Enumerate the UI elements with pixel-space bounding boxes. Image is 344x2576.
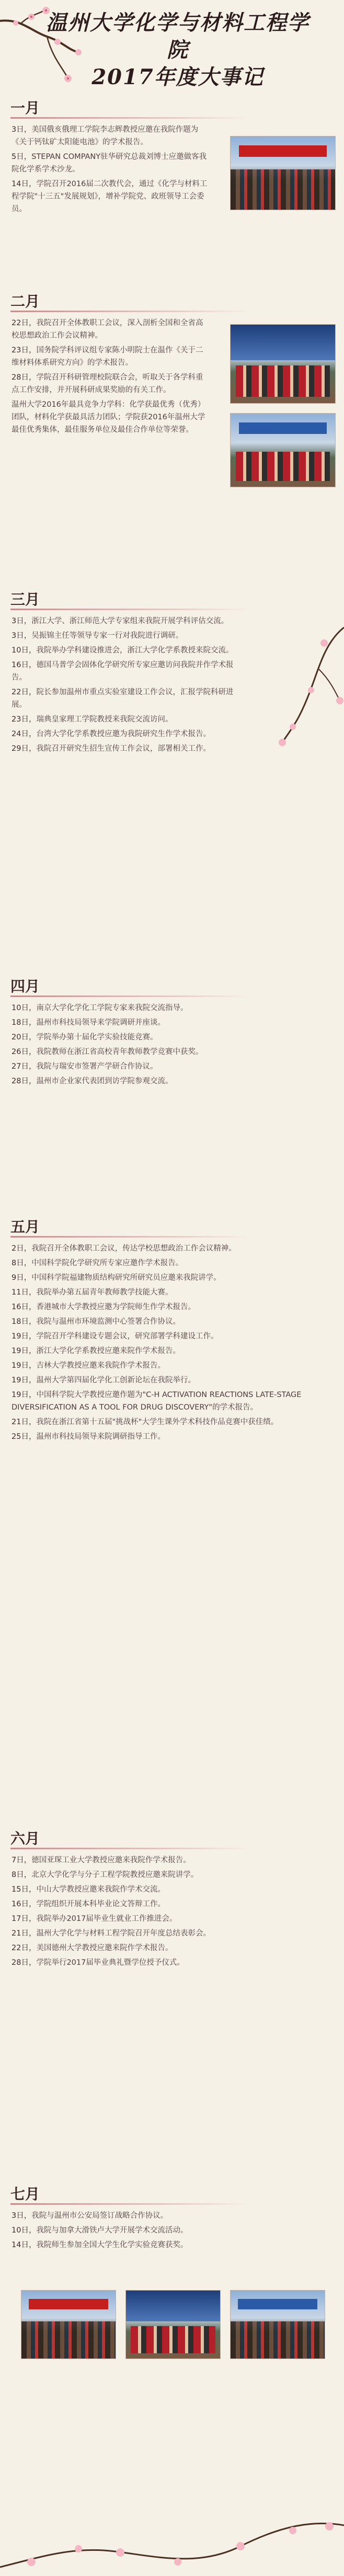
entry-text: 学院召开学科建设专题会议，研究部署学科建设工作。 <box>36 1332 219 1341</box>
entry-date: 9日， <box>12 1274 32 1282</box>
list-item <box>12 1330 319 1343</box>
month-divider <box>10 609 251 610</box>
entry-date: 27日， <box>12 1062 37 1071</box>
list-item <box>12 728 246 740</box>
list-item <box>12 1257 319 1269</box>
photo-crowd <box>231 2321 325 2359</box>
entry-text: 香港城市大学教授应邀为学院师生作学术报告。 <box>36 1303 196 1311</box>
photo-banner <box>239 145 327 157</box>
month-heading: 二月 <box>10 293 40 310</box>
entry-text: 我院举办学科建设推进会，浙江大学化学系教授来院交流。 <box>36 646 234 655</box>
photo-banner <box>29 2299 108 2310</box>
month-heading: 四月 <box>10 978 40 995</box>
entry-text: 美国德州大学教授应邀来院作学术报告。 <box>36 1944 173 1952</box>
month-heading: 六月 <box>10 1830 40 1847</box>
page-title <box>42 9 314 91</box>
entry-date: 22日， <box>12 1944 37 1952</box>
event-photo <box>230 324 336 404</box>
entry-date: 3日， <box>12 617 32 625</box>
entry-list <box>0 317 209 436</box>
list-item <box>12 659 246 684</box>
entry-date: 21日， <box>12 1929 37 1938</box>
photo-crowd <box>231 169 335 210</box>
entry-date: 19日， <box>12 1332 37 1341</box>
entry-date: 7日， <box>12 1856 32 1864</box>
entry-text: 学院举行2017届毕业典礼暨学位授予仪式。 <box>36 1959 185 1967</box>
month-section-july <box>0 2185 344 2253</box>
entry-date: 25日， <box>12 1433 37 1441</box>
month-section-june <box>0 1830 344 1971</box>
entry-date: 8日， <box>12 1871 32 1879</box>
entry-text: 吉林大学教授应邀来我院作学术报告。 <box>36 1361 165 1370</box>
list-item <box>12 1869 319 1881</box>
entry-text: STEPAN COMPANY驻华研究总裁刘博士应邀做客我院化学系学术沙龙。 <box>12 153 207 174</box>
entry-date: 21日， <box>12 1418 37 1426</box>
entry-list <box>0 2209 319 2251</box>
month-section-may <box>0 1218 344 1445</box>
entry-list <box>0 615 246 755</box>
month-divider <box>10 995 251 997</box>
entry-date: 15日， <box>12 1885 37 1894</box>
entry-text: 吴振锦主任等领导专家一行对我院进行调研。 <box>31 632 184 640</box>
plum-blossom-footer-decoration <box>0 2489 344 2576</box>
plum-branch-decoration <box>261 622 344 748</box>
list-item <box>12 2239 319 2251</box>
event-photo <box>230 2290 325 2359</box>
entry-text: 浙江大学化学系教授应邀来院作学术报告。 <box>36 1347 180 1355</box>
entry-list <box>0 1854 319 1969</box>
entry-date: 20日， <box>12 1033 37 1041</box>
list-item <box>12 1389 319 1414</box>
entry-date: 3日， <box>12 125 32 134</box>
entry-text: 浙江大学、浙江师范大学专家组来我院开展学科评估交流。 <box>31 617 229 625</box>
entry-text: 院长参加温州市重点实验室建设工作会议，汇报学院科研进展。 <box>12 688 234 709</box>
month-section-march <box>0 591 344 757</box>
month-divider <box>10 1848 251 1849</box>
list-item <box>12 2224 319 2237</box>
photo-stage <box>231 325 335 360</box>
list-item <box>12 1898 319 1910</box>
entry-text: 我院举办2017届毕业生就业工作推进会。 <box>36 1915 177 1923</box>
entry-date: 18日， <box>12 1318 37 1326</box>
entry-date: 29日， <box>12 745 37 753</box>
month-section-january <box>0 99 344 217</box>
entry-date: 2日， <box>12 1244 32 1253</box>
entry-date: 8日， <box>12 1259 32 1267</box>
entry-text: 学院召开科研管理校院联合会，听取关于各学科重点工作安排，并开展科研成果奖励的有关工作。 <box>12 373 203 394</box>
entry-date: 28日， <box>12 1959 37 1967</box>
month-heading: 三月 <box>10 591 40 608</box>
list-item <box>12 1927 319 1940</box>
entry-date: 18日， <box>12 1018 37 1027</box>
entry-text: 我院与瑞安市签署产学研合作协议。 <box>36 1062 158 1071</box>
list-item <box>12 1301 319 1313</box>
month-heading: 七月 <box>10 2185 40 2203</box>
entry-list <box>0 1002 314 1087</box>
entry-text: 瑞典皇家理工学院教授来我院交流访问。 <box>36 715 173 724</box>
list-item <box>12 1416 319 1428</box>
entry-date: 22日， <box>12 319 37 327</box>
list-item <box>12 1075 314 1087</box>
entry-date: 5日， <box>12 153 32 161</box>
list-item <box>12 1046 314 1058</box>
entry-date: 19日， <box>12 1391 37 1399</box>
photo-stage <box>126 2291 220 2321</box>
entry-text: 国务院学科评议组专家陈小明院士在温作《关于二维材料体系研究方向》的学术报告。 <box>12 346 203 367</box>
entry-text: 我院召开研究生招生宣传工作会议，部署相关工作。 <box>36 745 211 753</box>
entry-date: 19日， <box>12 1361 37 1370</box>
entry-text: 我院召开全体教职工会议，传达学校思想政治工作会议精神。 <box>31 1244 236 1253</box>
month-heading: 五月 <box>10 1218 40 1235</box>
list-item <box>12 1956 319 1969</box>
title-line-1: 温州大学化学与材料工程学院 <box>46 10 309 62</box>
list-item <box>12 1002 314 1014</box>
month-divider <box>10 2203 251 2205</box>
entry-text: 中国科学院大学教授应邀作题为"C-H ACTIVATION REACTIONS LATE-STAGE DIVERSIFICATION AS A TOOL FOR DRUG DISCOVERY"的学术报告。 <box>12 1391 302 1412</box>
list-item <box>12 1016 314 1029</box>
entry-text: 温州市科技局领导来学院调研并座谈。 <box>36 1018 165 1027</box>
list-item <box>12 344 209 369</box>
entry-date: 19日， <box>12 1347 37 1355</box>
entry-text: 我院与加拿大滑铁卢大学开展学术交流活动。 <box>36 2226 188 2235</box>
list-item <box>12 1942 319 1954</box>
event-photo <box>230 136 336 210</box>
photo-people <box>131 2326 215 2353</box>
list-item <box>12 1430 319 1443</box>
entry-text: 中国科学院化学研究所专家应邀作学术报告。 <box>31 1259 184 1267</box>
list-item <box>12 1060 314 1073</box>
entry-text: 我院与温州市公安局签订战略合作协议。 <box>31 2212 168 2220</box>
list-item <box>12 371 209 396</box>
month-heading: 一月 <box>10 99 40 117</box>
list-item <box>12 644 246 657</box>
list-item <box>12 1854 319 1867</box>
list-item <box>12 1345 319 1357</box>
entry-text: 台湾大学化学系教授应邀为我院研究生作学术报告。 <box>36 730 211 738</box>
entry-date: 19日， <box>12 1376 37 1384</box>
event-photo <box>21 2290 116 2359</box>
list-item <box>12 1286 319 1299</box>
list-item <box>12 1359 319 1372</box>
list-item <box>12 178 209 215</box>
entry-text: 温州大学化学与材料工程学院召开年度总结表彰会。 <box>36 1929 211 1938</box>
list-item <box>12 1031 314 1044</box>
entry-date: 11日， <box>12 1288 37 1297</box>
entry-date: 16日， <box>12 1900 37 1908</box>
entry-date: 24日， <box>12 730 37 738</box>
list-item <box>12 317 209 342</box>
entry-date: 3日， <box>12 632 32 640</box>
entry-text: 温州大学2016年最具竞争力学科：化学获最优秀（优秀）团队，材料化学获最具活力团队；学院获2016年温州大学最佳优秀集体，最佳服务单位及最佳合作单位等荣誉。 <box>12 400 205 434</box>
month-section-february <box>0 293 344 438</box>
entry-date: 17日， <box>12 1915 37 1923</box>
list-item <box>12 2209 319 2222</box>
photo-people <box>236 365 330 397</box>
entry-text: 我院召开全体教职工会议，深入剖析全国和全省高校思想政治工作会议精神。 <box>12 319 203 340</box>
list-item <box>12 713 246 726</box>
entry-date: 10日， <box>12 1004 37 1012</box>
list-item <box>12 742 246 755</box>
list-item <box>12 1913 319 1925</box>
entry-date: 10日， <box>12 646 37 655</box>
entry-text: 我院举办第五届青年教师教学技能大赛。 <box>36 1288 173 1297</box>
entry-text: 北京大学化学与分子工程学院教授应邀来院讲学。 <box>31 1871 199 1879</box>
entry-text: 中山大学教授应邀来我院作学术交流。 <box>36 1885 165 1894</box>
entry-text: 德国马普学会固体化学研究所专家应邀访问我院并作学术报告。 <box>12 661 234 682</box>
photo-banner <box>239 422 327 434</box>
entry-date: 16日， <box>12 1303 37 1311</box>
entry-list <box>0 123 209 215</box>
entry-text: 学院举办第十届化学实验技能竞赛。 <box>36 1033 158 1041</box>
list-item <box>12 629 246 642</box>
entry-date: 26日， <box>12 1048 37 1056</box>
list-item <box>12 123 209 148</box>
list-item <box>12 1315 319 1328</box>
entry-date: 10日， <box>12 2226 37 2235</box>
list-item <box>12 1883 319 1896</box>
list-item <box>12 1272 319 1284</box>
header <box>0 0 344 89</box>
photo-people <box>236 452 330 481</box>
photo-banner <box>238 2299 317 2310</box>
entry-date: 22日， <box>12 688 37 696</box>
photo-crowd <box>21 2321 116 2359</box>
list-item <box>12 151 209 176</box>
list-item <box>12 615 246 627</box>
entry-text: 学院组织开展本科毕业论文答辩工作。 <box>36 1900 165 1908</box>
entry-date: 28日， <box>12 1077 37 1085</box>
entry-text: 美国俄亥俄理工学院李志辉教授应邀在我院作题为《关于钙钛矿太阳能电池》的学术报告。 <box>12 125 199 146</box>
entry-date: 14日， <box>12 2241 37 2249</box>
entry-text: 学院召开2016届二次教代会，通过《化学与材料工程学院"十三五"发展规划》，增补学院党、政班领导工会委员。 <box>12 180 208 213</box>
entry-text: 我院教师在浙江省高校青年教师教学竞赛中获奖。 <box>36 1048 203 1056</box>
entry-text: 我院在浙江省第十五届"挑战杯"大学生课外学术科技作品竞赛中获佳绩。 <box>36 1418 279 1426</box>
entry-text: 我院师生参加全国大学生化学实验竞赛获奖。 <box>36 2241 188 2249</box>
month-divider <box>10 1236 251 1238</box>
entry-text: 中国科学院福建物质结构研究所研究员应邀来我院讲学。 <box>31 1274 221 1282</box>
entry-date: 23日， <box>12 346 37 354</box>
entry-text: 南京大学化学化工学院专家来我院交流指导。 <box>36 1004 188 1012</box>
entry-text: 德国亚琛工业大学教授应邀来我院作学术报告。 <box>31 1856 191 1864</box>
list-item <box>12 686 246 711</box>
entry-text: 我院与温州市环境监测中心签署合作协议。 <box>36 1318 180 1326</box>
month-section-april <box>0 978 344 1090</box>
entry-date: 28日， <box>12 373 37 382</box>
entry-text: 温州大学第四届化学化工创新论坛在我院举行。 <box>36 1376 196 1384</box>
entry-text: 温州市科技局领导来院调研指导工作。 <box>36 1433 165 1441</box>
event-photo <box>125 2290 221 2359</box>
entry-date: 23日， <box>12 715 37 724</box>
list-item <box>12 1374 319 1387</box>
entry-list <box>0 1242 319 1443</box>
month-divider <box>10 117 251 119</box>
month-divider <box>10 311 251 312</box>
entry-date: 3日， <box>12 2212 32 2220</box>
title-line-2: 2017年度大事记 <box>91 65 264 89</box>
list-item <box>12 398 209 436</box>
entry-date: 16日， <box>12 661 37 669</box>
event-photo <box>230 413 336 487</box>
entry-date: 14日， <box>12 180 37 188</box>
entry-text: 温州市企业家代表团到访学院参观交流。 <box>36 1077 173 1085</box>
list-item <box>12 1242 319 1255</box>
